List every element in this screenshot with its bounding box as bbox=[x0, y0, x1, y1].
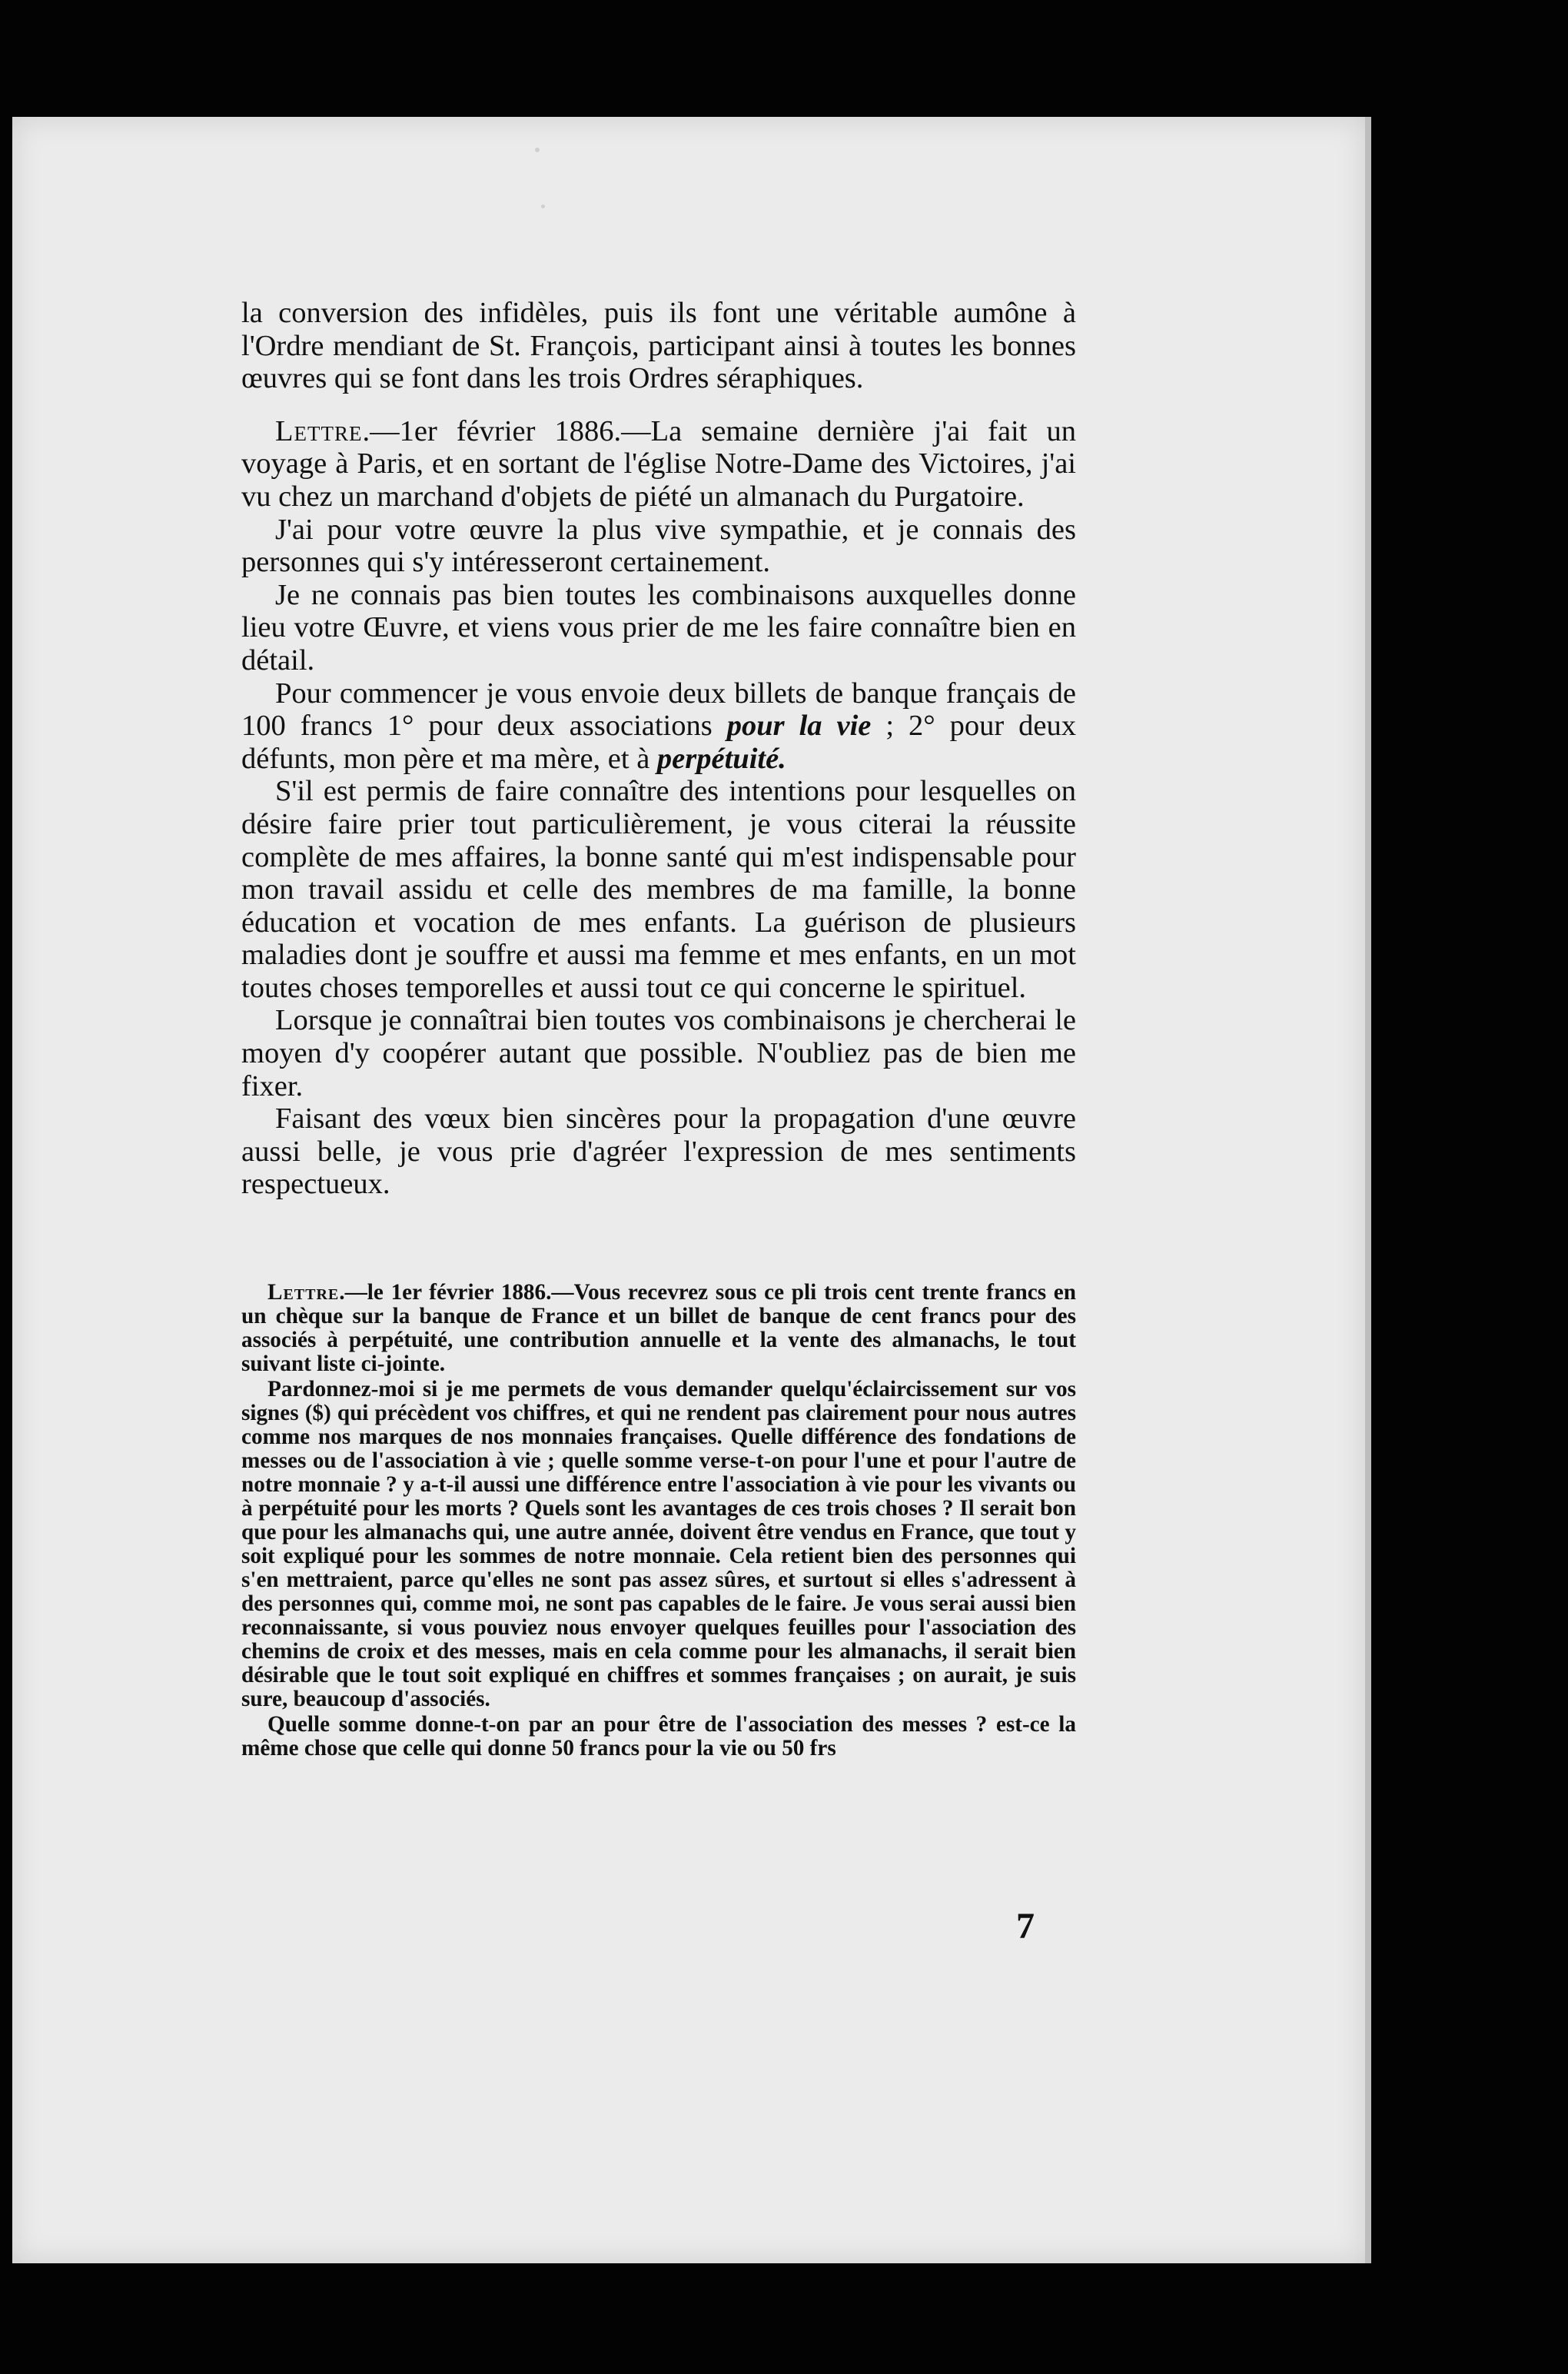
letter-2-opening: .—le 1er février 1886.—Vous recevrez sous ce pli trois cent trente francs en un chèque sur la banque de France et un billet de banque de cent francs pour des associés à perpétuité, une contribution annuelle et la vente des almanachs, le tout suivant liste ci-jointe. bbox=[241, 1280, 1076, 1376]
letter-2-paragraph-3: Quelle somme donne-t-on par an pour être de l'association des messes ? est-ce la même chose que celle qui donne 50 francs pour la vie ou 50 frs bbox=[241, 1712, 1076, 1761]
letter-2-paragraph-1 bbox=[241, 1281, 1076, 1376]
letter-1-p4-emphasis-1: pour la vie bbox=[726, 710, 872, 743]
letter-1-paragraph-7: Faisant des vœux bien sincères pour la propagation d'une œuvre aussi belle, je vous prie d'agréer l'expression de mes sentiments respectueux. bbox=[241, 1102, 1076, 1201]
letter-1-paragraph-4 bbox=[241, 677, 1076, 776]
letter-1-p4-text-a: Pour commencer je vous envoie deux billets de banque français de 100 francs 1° pour deux associations bbox=[241, 677, 1076, 743]
upper-text-section bbox=[241, 297, 1076, 1201]
letter-1-p4-text-b: ; 2° pour deux défunts, mon père et ma mère, et à bbox=[241, 710, 1076, 775]
letter-1-label: Lettre bbox=[275, 414, 363, 447]
paper-speck bbox=[541, 204, 545, 208]
paper-speck bbox=[535, 148, 540, 152]
letter-1-paragraph-5: S'il est permis de faire connaître des intentions pour lesquelles on désire faire prier tout particulièrement, je vous citerai la réussite complète de mes affaires, la bonne santé qui m'est indispensable pour mon travail assidu et celle des membres de ma famille, la bonne éducation et vocation de mes enfants. La guérison de plusieurs maladies dont je souffre et aussi ma femme et mes enfants, en un mot toutes choses temporelles et aussi tout ce qui concerne le spirituel. bbox=[241, 775, 1076, 1004]
letter-1-p4-emphasis-2: perpétuité. bbox=[656, 742, 786, 775]
letter-1-date: .—1er février 1886. bbox=[362, 414, 622, 447]
letter-1-paragraph-2: J'ai pour votre œuvre la plus vive sympathie, et je connais des personnes qui s'y intéresseront certainement. bbox=[241, 513, 1076, 579]
page-edge bbox=[1365, 117, 1371, 2263]
letter-1-paragraph-6: Lorsque je connaîtrai bien toutes vos combinaisons je chercherai le moyen d'y coopérer autant que possible. N'oubliez pas de bien me fixer. bbox=[241, 1004, 1076, 1102]
letter-2-label: Lettre bbox=[267, 1280, 340, 1305]
letter-1-paragraph-1 bbox=[241, 415, 1076, 514]
letter-1-paragraph-3: Je ne connais pas bien toutes les combinaisons auxquelles donne lieu votre Œuvre, et viens vous prier de me les faire connaître bien en détail. bbox=[241, 578, 1076, 677]
page-number: 7 bbox=[1016, 1906, 1035, 1947]
lower-text-section bbox=[241, 1281, 1076, 1761]
intro-paragraph: la conversion des infidèles, puis ils font une véritable aumône à l'Ordre mendiant de St. François, participant ainsi à toutes les bonnes œuvres qui se font dans les trois Ordres séraphiques. bbox=[241, 297, 1076, 395]
letter-1-opening: —La semaine dernière j'ai fait un voyage à Paris, et en sortant de l'église Notre-Dame des Victoires, j'ai vu chez un marchand d'objets de piété un almanach du Purgatoire. bbox=[241, 414, 1076, 513]
letter-2-paragraph-2: Pardonnez-moi si je me permets de vous demander quelqu'éclaircissement sur vos signes ($) qui précèdent vos chiffres, et qui ne rendent pas clairement pour nous autres comme nos marques de nos monnaies françaises. Quelle différence des fondations de messes ou de l'association à vie ; quelle somme verse-t-on pour l'une et pour l'autre de notre monnaie ? y a-t-il aussi une différence entre l'association à vie pour les vivants ou à perpétuité pour les morts ? Quels sont les avantages de ces trois choses ? Il serait bon que pour les almanachs qui, une autre année, doivent être vendus en France, que tout y soit expliqué pour les sommes de notre monnaie. Cela retient bien des personnes qui s'en mettraient, parce qu'elles ne sont pas assez sûres, et surtout si elles s'adressent à des personnes qui, comme moi, ne sont pas capables de le faire. Je vous serai aussi bien reconnaissante, si vous pouviez nous envoyer quelques feuilles pour l'association des chemins de croix et des messes, mais en cela comme pour les almanachs, il serait bien désirable que le tout soit expliqué en chiffres et sommes françaises ; on aurait, je suis sure, beaucoup d'associés. bbox=[241, 1377, 1076, 1711]
